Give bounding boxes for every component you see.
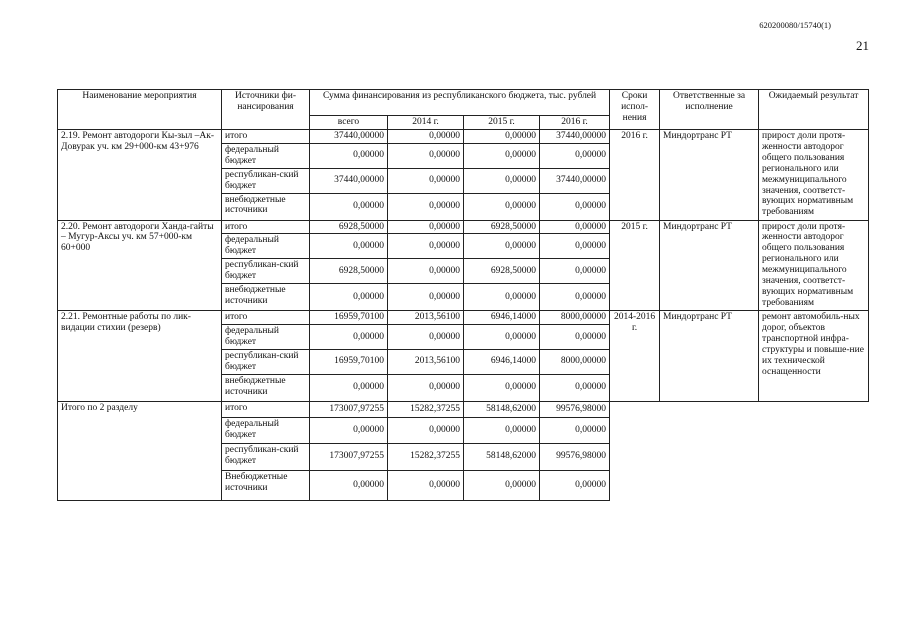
amount-cell: 6928,50000 (464, 220, 540, 234)
funding-source: республикан-ский бюджет (222, 443, 310, 470)
funding-source: итого (222, 220, 310, 234)
amount-cell: 0,00000 (388, 168, 464, 193)
amount-cell: 6946,14000 (464, 311, 540, 325)
total-amount-cell: 0,00000 (310, 470, 388, 500)
total-amount-cell: 173007,97255 (310, 401, 388, 417)
financing-table (57, 89, 869, 501)
measure-name: 2.21. Ремонтные работы по лик-видации стихии (резерв) (58, 311, 222, 402)
funding-source: федеральный бюджет (222, 417, 310, 443)
result-cell: прирост доли протя-женности автодорог общего пользования регионального или межмуниципального значения, соответст-вующих нормативным требованиям (759, 220, 869, 311)
amount-cell: 0,00000 (388, 259, 464, 284)
header-source: Источники фи-нансирования (222, 90, 310, 130)
header-2014: 2014 г. (388, 116, 464, 130)
responsible-cell: Миндортранс РТ (660, 311, 759, 402)
total-amount-cell: 99576,98000 (540, 401, 610, 417)
amount-cell: 0,00000 (540, 284, 610, 311)
total-amount-cell: 99576,98000 (540, 443, 610, 470)
amount-cell: 37440,00000 (310, 129, 388, 143)
header-2016: 2016 г. (540, 116, 610, 130)
amount-cell: 0,00000 (310, 193, 388, 220)
amount-cell: 2013,56100 (388, 349, 464, 374)
total-amount-cell: 0,00000 (310, 417, 388, 443)
amount-cell: 0,00000 (464, 129, 540, 143)
funding-source: итого (222, 401, 310, 417)
total-amount-cell: 0,00000 (388, 470, 464, 500)
amount-cell: 0,00000 (540, 374, 610, 401)
responsible-cell: Миндортранс РТ (660, 220, 759, 311)
total-amount-cell: 0,00000 (540, 417, 610, 443)
amount-cell: 0,00000 (388, 143, 464, 168)
result-cell: ремонт автомобиль-ных дорог, объектов транспортной инфра-структуры и повыше-ние их технической оснащенности (759, 311, 869, 402)
amount-cell: 37440,00000 (540, 168, 610, 193)
total-amount-cell: 173007,97255 (310, 443, 388, 470)
measure-name: 2.20. Ремонт автодороги Ханда-гайты – Мугур-Аксы уч. км 57+000-км 60+000 (58, 220, 222, 311)
amount-cell: 0,00000 (464, 234, 540, 259)
amount-cell: 0,00000 (464, 374, 540, 401)
amount-cell: 0,00000 (540, 193, 610, 220)
amount-cell: 16959,70100 (310, 349, 388, 374)
total-amount-cell: 0,00000 (540, 470, 610, 500)
table-row (58, 129, 869, 143)
amount-cell: 0,00000 (310, 374, 388, 401)
responsible-cell: Миндортранс РТ (660, 129, 759, 220)
table-row (58, 311, 869, 325)
funding-source: итого (222, 311, 310, 325)
measure-name: 2.19. Ремонт автодороги Кы-зыл –Ак-Довурак уч. км 29+000-км 43+976 (58, 129, 222, 220)
amount-cell: 8000,00000 (540, 349, 610, 374)
page-number: 21 (856, 38, 869, 53)
amount-cell: 0,00000 (310, 143, 388, 168)
amount-cell: 0,00000 (540, 325, 610, 350)
amount-cell: 8000,00000 (540, 311, 610, 325)
amount-cell: 0,00000 (464, 168, 540, 193)
amount-cell: 37440,00000 (310, 168, 388, 193)
document-code: 620200080/15740(1) (759, 20, 831, 30)
funding-source: итого (222, 129, 310, 143)
header-name: Наименование мероприятия (58, 90, 222, 130)
funding-source: республикан-ский бюджет (222, 168, 310, 193)
funding-source: внебюджетные источники (222, 284, 310, 311)
table-body (58, 129, 869, 500)
header-2015: 2015 г. (464, 116, 540, 130)
total-amount-cell: 0,00000 (464, 417, 540, 443)
funding-source: федеральный бюджет (222, 325, 310, 350)
total-amount-cell: 15282,37255 (388, 401, 464, 417)
amount-cell: 0,00000 (310, 284, 388, 311)
amount-cell: 0,00000 (310, 234, 388, 259)
amount-cell: 2013,56100 (388, 311, 464, 325)
amount-cell: 0,00000 (388, 284, 464, 311)
amount-cell: 0,00000 (540, 259, 610, 284)
total-amount-cell: 58148,62000 (464, 443, 540, 470)
amount-cell: 0,00000 (388, 374, 464, 401)
amount-cell: 6928,50000 (310, 220, 388, 234)
total-amount-cell: 0,00000 (388, 417, 464, 443)
table-row (58, 401, 869, 417)
amount-cell: 0,00000 (388, 193, 464, 220)
table-row (58, 220, 869, 234)
header-responsible: Ответственные за исполнение (660, 90, 759, 130)
amount-cell: 0,00000 (540, 220, 610, 234)
header-result: Ожидаемый результат (759, 90, 869, 130)
amount-cell: 0,00000 (310, 325, 388, 350)
total-amount-cell: 0,00000 (464, 470, 540, 500)
total-amount-cell: 58148,62000 (464, 401, 540, 417)
amount-cell: 0,00000 (388, 325, 464, 350)
funding-source: федеральный бюджет (222, 234, 310, 259)
result-cell: прирост доли протя-женности автодорог общего пользования регионального или межмуниципального значения, соответст-вующих нормативным требованиям (759, 129, 869, 220)
amount-cell: 6928,50000 (310, 259, 388, 284)
funding-source: Внебюджетные источники (222, 470, 310, 500)
funding-source: республикан-ский бюджет (222, 349, 310, 374)
amount-cell: 37440,00000 (540, 129, 610, 143)
amount-cell: 0,00000 (540, 234, 610, 259)
total-label: Итого по 2 разделу (58, 401, 222, 500)
funding-source: федеральный бюджет (222, 143, 310, 168)
amount-cell: 0,00000 (540, 143, 610, 168)
empty-area (610, 401, 869, 500)
header-total: всего (310, 116, 388, 130)
amount-cell: 0,00000 (464, 143, 540, 168)
amount-cell: 0,00000 (464, 325, 540, 350)
amount-cell: 0,00000 (388, 220, 464, 234)
terms-cell: 2016 г. (610, 129, 660, 220)
total-amount-cell: 15282,37255 (388, 443, 464, 470)
amount-cell: 0,00000 (388, 234, 464, 259)
amount-cell: 0,00000 (388, 129, 464, 143)
amount-cell: 0,00000 (464, 193, 540, 220)
terms-cell: 2014-2016 г. (610, 311, 660, 402)
funding-source: внебюджетные источники (222, 193, 310, 220)
header-terms: Сроки испол-нения (610, 90, 660, 130)
terms-cell: 2015 г. (610, 220, 660, 311)
amount-cell: 6946,14000 (464, 349, 540, 374)
header-sum-group: Сумма финансирования из республиканского бюджета, тыс. рублей (310, 90, 610, 116)
amount-cell: 0,00000 (464, 284, 540, 311)
amount-cell: 16959,70100 (310, 311, 388, 325)
funding-source: внебюджетные источники (222, 374, 310, 401)
amount-cell: 6928,50000 (464, 259, 540, 284)
funding-source: республикан-ский бюджет (222, 259, 310, 284)
